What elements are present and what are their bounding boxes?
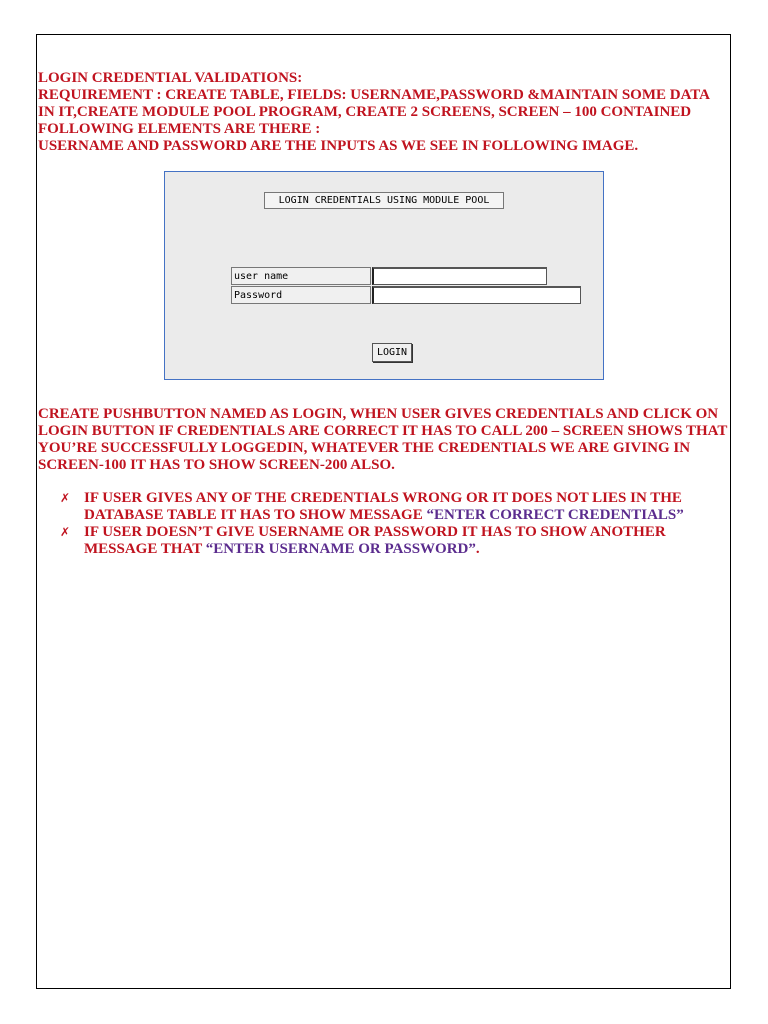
bullet-text — [84, 490, 720, 524]
description-text: CREATE PUSHBUTTON NAMED AS LOGIN, WHEN USER GIVES CREDENTIALS AND CLICK ON LOGIN BUTTON IF CREDENTIALS ARE CORRECT IT HAS TO CALL 200 – SCREEN SHOWS THAT YOU’RE SUCCESSFULLY LOGGEDIN, WHATEVER THE CREDENTIALS WE ARE GIVING IN SCREEN-100 IT HAS TO SHOW SCREEN-200 ALSO. — [38, 406, 728, 473]
bullet-message: “ENTER CORRECT CREDENTIALS” — [426, 507, 684, 523]
bullet-item — [60, 524, 720, 558]
bullet-suffix: . — [475, 541, 480, 557]
bullet-body: IF USER GIVES ANY OF THE CREDENTIALS WRONG OR IT DOES NOT LIES IN THE DATABASE TABLE IT HAS TO SHOW MESSAGE — [84, 490, 682, 523]
cross-icon: ✗ — [60, 491, 71, 505]
password-input[interactable] — [372, 286, 581, 304]
intro-heading: LOGIN CREDENTIAL VALIDATIONS: — [38, 70, 303, 86]
username-label: user name — [231, 267, 371, 285]
bullet-text — [84, 524, 720, 558]
bullet-message: “ENTER USERNAME OR PASSWORD” — [205, 541, 476, 557]
login-button[interactable]: LOGIN — [372, 343, 412, 362]
username-input[interactable] — [372, 267, 547, 285]
bullet-list — [60, 490, 720, 558]
bullet-body: IF USER DOESN’T GIVE USERNAME OR PASSWORD IT HAS TO SHOW ANOTHER MESSAGE THAT — [84, 524, 666, 557]
bullet-item — [60, 490, 720, 524]
inputs-text: USERNAME AND PASSWORD ARE THE INPUTS AS WE SEE IN FOLLOWING IMAGE. — [38, 138, 639, 154]
login-screen-image — [164, 171, 604, 380]
password-label: Password — [231, 286, 371, 304]
login-screen-title: LOGIN CREDENTIALS USING MODULE POOL — [264, 192, 504, 209]
intro-section — [38, 70, 728, 155]
requirement-text: REQUIREMENT : CREATE TABLE, FIELDS: USERNAME,PASSWORD &MAINTAIN SOME DATA IN IT,CREATE MODULE POOL PROGRAM, CREATE 2 SCREENS, SCREEN – 100 CONTAINED FOLLOWING ELEMENTS ARE THERE : — [38, 87, 710, 137]
cross-icon: ✗ — [60, 525, 71, 539]
